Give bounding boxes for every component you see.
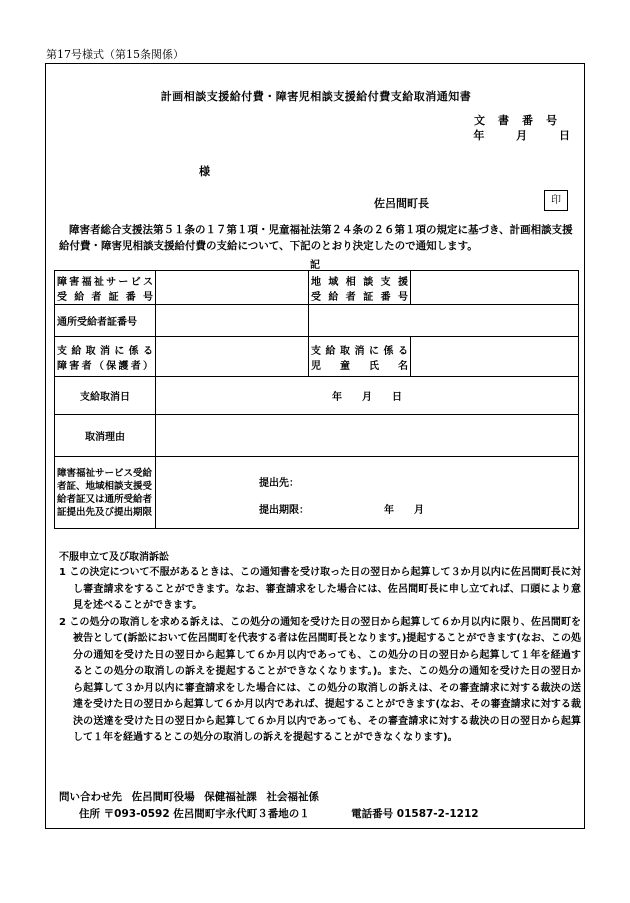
cancel-reason-input[interactable] (156, 415, 579, 457)
contact-details (79, 806, 479, 821)
person-label: 支給取消に係る 障害者（保護者） (55, 337, 156, 377)
submission-destination-label: 提出先： (259, 478, 299, 489)
table-row (55, 271, 579, 305)
service-cert-label: 障害福祉サービス 受給者証番号 (55, 271, 156, 305)
addressee-suffix: 様 (199, 165, 210, 178)
note-item: 1 この決定について不服があるときは、この通知書を受け取った日の翌日から起算して３か月以内に佐呂間町長に対し審査請求をすることができます。なお、審査請求をした場合には、佐呂間町長に申し立てれば、口頭により意見を述べることができます。 (59, 567, 581, 611)
person-name-input[interactable] (156, 337, 309, 377)
appeal-notes (59, 565, 581, 747)
appeal-notes-title: 不服申立て及び取消訴訟 (59, 552, 169, 563)
issuer-name: 佐呂間町長 (374, 197, 429, 210)
community-cert-number-input[interactable] (411, 271, 579, 305)
cancel-date-value[interactable]: 年 月 日 (156, 377, 579, 415)
contact-office: 問い合わせ先 佐呂間町役場 保健福祉課 社会福祉係 (59, 791, 319, 803)
day-service-cert-number-input[interactable] (156, 305, 309, 337)
cancel-date-label: 支給取消日 (55, 377, 156, 415)
blank-cell (309, 305, 579, 337)
issue-date-label: 年 月 日 (473, 129, 570, 142)
child-name-label: 支給取消に係る 児童氏名 (309, 337, 411, 377)
table-row (55, 305, 579, 337)
contact-phone: 電話番号 01587-2-1212 (351, 808, 479, 820)
submission-deadline-label: 提出期限： (259, 505, 309, 516)
contact-address: 住所 〒093-0592 佐呂間町宇永代町３番地の１ (79, 808, 310, 820)
submission-label: 障害福祉サービス受給者証、地域相談支援受給者証又は通所受給者証提出先及び提出期限 (55, 457, 156, 529)
note-item: 2 この処分の取消しを求める訴えは、この処分の通知を受けた日の翌日から起算して６か月以内に限り、佐呂間町を被告として(訴訟において佐呂間町を代表する者は佐呂間町長となります。)提起することができます(なお、この処分の通知を受けた日の翌日から起算して６か月以内であっても、この処分の日の翌日から起算して１年を経過するとこの処分の取消しの訴えを提起することができなくなります。)。また、この処分の通知を受けた日の翌日から起算して３か月以内に審査請求をした場合には、この処分の取消しの訴えは、その審査請求に対する裁決の送達を受けた日の翌日から起算して６か月以内であれば、提起することができます(なお、その審査請求に対する裁決の送達を受けた日の翌日から起算して６か月以内であっても、その審査請求に対する裁決の日の翌日から起算して１年を経過するとこの処分の取消しの訴えを提起することができなくなります)。 (59, 616, 581, 743)
service-cert-number-input[interactable] (156, 271, 309, 305)
table-row (55, 415, 579, 457)
table-row (55, 457, 579, 529)
table-row (55, 337, 579, 377)
child-name-input[interactable] (411, 337, 579, 377)
cancel-reason-label: 取消理由 (55, 415, 156, 457)
ki-label: 記 (310, 260, 320, 271)
table-row (55, 377, 579, 415)
document-number-label: 文書番号 (474, 114, 570, 127)
day-service-cert-label: 通所受給者証番号 (55, 305, 156, 337)
submission-deadline-date: 年 月 (384, 505, 424, 516)
document-title: 計画相談支援給付費・障害児相談支援給付費支給取消通知書 (160, 90, 472, 103)
submission-info[interactable] (156, 457, 579, 529)
notice-body: 障害者総合支援法第５１条の１７第１項・児童福祉法第２４条の２６第１項の規定に基づき、計画相談支援給付費・障害児相談支援給付費の支給について、下記のとおり決定したので通知します。 (59, 224, 573, 252)
form-number: 第17号様式（第15条関係） (46, 48, 184, 61)
seal-box: 印 (544, 190, 568, 211)
details-table (54, 270, 579, 529)
community-cert-label: 地域相談支援 受給者証番号 (309, 271, 411, 305)
form-frame (45, 63, 585, 829)
